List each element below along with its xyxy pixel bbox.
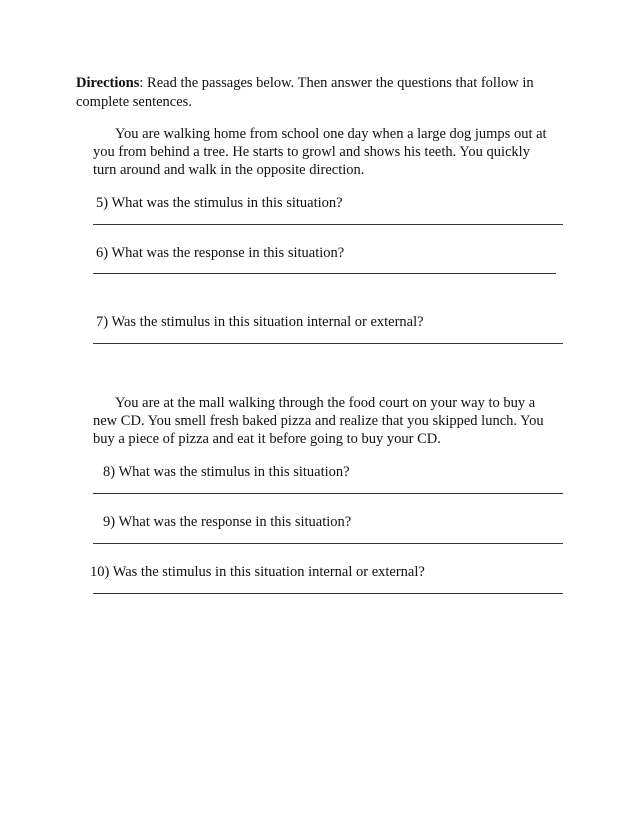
answer-line-7[interactable] [93, 343, 563, 344]
passage1-line: You are walking home from school one day when a large dog jumps out at [115, 126, 547, 142]
directions-line-1 [76, 73, 534, 93]
question-6: 6) What was the response in this situation? [96, 245, 345, 261]
answer-line-6[interactable] [93, 273, 556, 274]
question-7: 7) Was the stimulus in this situation internal or external? [96, 314, 424, 330]
passage1-line: you from behind a tree. He starts to growl and shows his teeth. You quickly [93, 144, 530, 160]
answer-line-10[interactable] [93, 593, 563, 594]
answer-line-8[interactable] [93, 493, 563, 494]
directions-label: Directions [76, 75, 140, 91]
question-9: 9) What was the response in this situation? [103, 514, 352, 530]
directions-text: : Read the passages below. Then answer the questions that follow in [139, 75, 534, 91]
answer-line-5[interactable] [93, 224, 563, 225]
question-8: 8) What was the stimulus in this situation? [103, 464, 350, 480]
question-5: 5) What was the stimulus in this situation? [96, 195, 343, 211]
passage1-line: turn around and walk in the opposite direction. [93, 162, 365, 178]
answer-line-9[interactable] [93, 543, 563, 544]
passage2-line: new CD. You smell fresh baked pizza and realize that you skipped lunch. You [93, 413, 544, 429]
passage2-line: You are at the mall walking through the food court on your way to buy a [115, 395, 536, 411]
directions-line-2: complete sentences. [76, 94, 192, 110]
passage2-line: buy a piece of pizza and eat it before going to buy your CD. [93, 431, 441, 447]
question-10: 10) Was the stimulus in this situation internal or external? [90, 564, 425, 580]
